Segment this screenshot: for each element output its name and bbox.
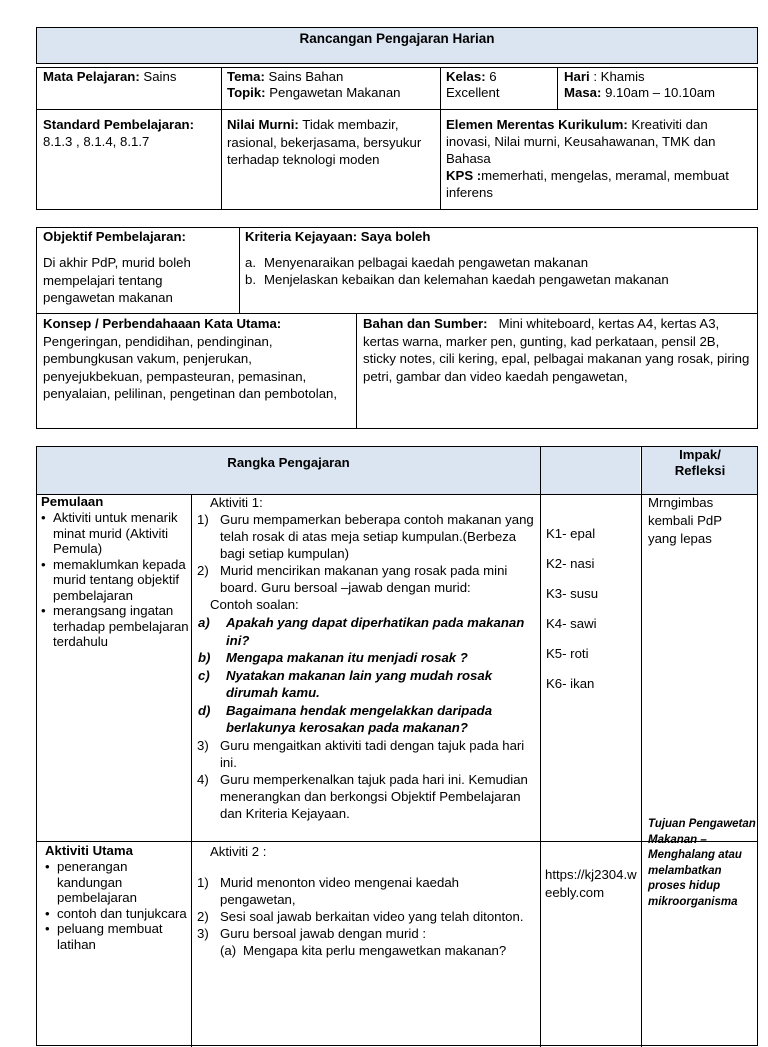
kriteria-item: b. Menjelaskan kebaikan dan kelemahan kaedah pengawetan makanan	[245, 272, 669, 287]
step: 3) Guru mengaitkan aktiviti tadi dengan tajuk pada hari ini.	[197, 737, 525, 770]
pemulaan-phase: Pemulaan • Aktiviti untuk menarik minat murid (Aktiviti Pemula) • memaklumkan kepada murid tentang objektif pembelajaran • merangsang ingatan terhadap pembelajaran terdahulu	[41, 494, 189, 650]
rangka-title: Rangka Pengajaran	[227, 455, 350, 470]
step: 4) Guru memperkenalkan tajuk pada hari ini. Kemudian menerangkan dan berkongsi Objektif Pembelajaran dan Kriteria Kejayaan.	[197, 771, 528, 821]
step: 1) Murid menonton video mengenai kaedah pengawetan,	[197, 875, 459, 907]
pemulaan-bullet: • merangsang ingatan terhadap pembelajaran terdahulu	[41, 603, 189, 650]
group-item: K6- ikan	[546, 676, 595, 691]
aktiviti-2: Aktiviti 2 : 1) Murid menonton video mengenai kaedah pengawetan, 2) Sesi soal jawab berkaitan video yang telah ditonton. 3) Guru bersoal jawab dengan murid : (a) Mengapa kita perlu mengawetkan makanan?	[197, 843, 537, 960]
video-link[interactable]: https://kj2304.weebly.com	[545, 867, 637, 900]
bahan-sumber: Bahan dan Sumber: Mini whiteboard, kertas A4, kertas A3, kertas warna, marker pen, gunting, kad perkataan, pensil 2B, sticky notes, cili kering, epal, pelbagai makanan yang rosak, piring petri, gambar dan video kaedah pengawetan,	[363, 316, 750, 384]
impak-pemulaan: Mrngimbas kembali PdP yang lepas	[648, 495, 722, 546]
group-item: K5- roti	[546, 646, 589, 661]
kumpulan-list	[546, 525, 638, 705]
aktiviti-1: Aktiviti 1: 1) Guru mempamerkan beberapa contoh makanan yang telah rosak di atas meja setiap kumpulan.(Berbeza bagi setiap kumpulan) 2) Murid mencirikan makanan yang rosak pada mini board. Guru bersoal –jawab dengan murid: Contoh soalan: a) Apakah yang dapat diperhatikan pada makanan ini? b) Mengapa makanan itu menjadi rosak ? c) Nyatakan makanan lain yang mudah rosak dirumah kamu. d) Bagaimana hendak mengelakkan daripada berlakunya kerosakan pada makanan? 3) Guru mengaitkan aktiviti tadi dengan tajuk pada hari ini. 4) Guru memperkenalkan tajuk pada hari ini. Kemudian menerangkan dan berkongsi Objektif Pembelajaran dan Kriteria Kejayaan.	[197, 494, 537, 822]
utama-bullet: • penerangan kandungan pembelajaran	[45, 859, 189, 906]
step: 2) Murid mencirikan makanan yang rosak pada mini board. Guru bersoal –jawab dengan murid:	[197, 563, 508, 595]
standard-pembelajaran: Standard Pembelajaran: 8.1.3 , 8.1.4, 8.1.7	[43, 117, 194, 149]
impak-title: Impak/ Refleksi	[674, 447, 726, 478]
tema-topik: Tema: Sains Bahan Topik: Pengawetan Makanan	[227, 69, 401, 100]
objektif-pembelajaran: Objektif Pembelajaran: Di akhir PdP, murid boleh mempelajari tentang pengawetan makanan	[43, 229, 191, 305]
pemulaan-bullet: • memaklumkan kepada murid tentang objektif pembelajaran	[41, 557, 189, 604]
kelas: Kelas: 6 Excellent	[446, 69, 500, 100]
group-item: K1- epal	[546, 526, 596, 541]
mata-pelajaran: Mata Pelajaran: Sains	[43, 69, 177, 84]
info-table	[36, 67, 758, 210]
sub-question: (a) Mengapa kita perlu mengawetkan makanan?	[220, 943, 507, 958]
utama-bullet: • contoh dan tunjukcara	[45, 906, 189, 922]
step: 3) Guru bersoal jawab dengan murid :	[197, 926, 426, 941]
page-title: Rancangan Pengajaran Harian	[299, 31, 495, 46]
title-box	[36, 27, 758, 64]
elemen-merentas-kurikulum: Elemen Merentas Kurikulum: Kreativiti dan inovasi, Nilai murni, Keusahawanan, TMK dan Bahasa KPS :memerhati, mengelas, meramal, membuat inferens	[446, 117, 729, 200]
group-item: K3- susu	[546, 586, 599, 601]
question: d) Bagaimana hendak mengelakkan daripada berlakunya kerosakan pada makanan?	[198, 702, 493, 735]
impak-utama: Tujuan Pengawetan Makanan – Menghalang atau melambatkan proses hidup mikroorganisma	[648, 818, 756, 908]
utama-phase: Aktiviti Utama • penerangan kandungan pembelajaran • contoh dan tunjukcara • peluang membuat latihan	[45, 843, 189, 952]
konsep-kata-utama: Konsep / Perbendahaaan Kata Utama: Pengeringan, pendidihan, pendinginan, pembungkusan vakum, penjerukan, penyejukbekuan, pempasteuran, pemasinan, penyalaian, pelilinan, pengetinan dan pembotolan,	[43, 316, 338, 401]
group-item: K2- nasi	[546, 556, 595, 571]
question: c) Nyatakan makanan lain yang mudah rosak dirumah kamu.	[198, 667, 493, 700]
step: 1) Guru mempamerkan beberapa contoh makanan yang telah rosak di atas meja setiap kumpulan.(Berbeza bagi setiap kumpulan)	[197, 512, 534, 561]
hari-masa: Hari : Khamis Masa: 9.10am – 10.10am	[564, 69, 716, 100]
nilai-murni: Nilai Murni: Tidak membazir, rasional, bekerjasama, bersyukur terhadap teknologi moden	[227, 117, 422, 167]
step: 2) Sesi soal jawab berkaitan video yang telah ditonton.	[197, 909, 524, 924]
kriteria-kejayaan: Kriteria Kejayaan: Saya boleh a. Menyenaraikan pelbagai kaedah pengawetan makanan b. Menjelaskan kebaikan dan kelemahan kaedah pengawetan makanan	[245, 229, 750, 288]
rangka-table	[36, 446, 758, 1046]
objektif-table	[36, 227, 758, 429]
question: b) Mengapa makanan itu menjadi rosak ?	[198, 650, 468, 665]
question: a) Apakah yang dapat diperhatikan pada makanan ini?	[198, 615, 525, 648]
pemulaan-bullet: • Aktiviti untuk menarik minat murid (Aktiviti Pemula)	[41, 510, 189, 557]
utama-bullet: • peluang membuat latihan	[45, 921, 189, 952]
group-item: K4- sawi	[546, 616, 597, 631]
kriteria-item: a. Menyenaraikan pelbagai kaedah pengawetan makanan	[245, 255, 589, 270]
